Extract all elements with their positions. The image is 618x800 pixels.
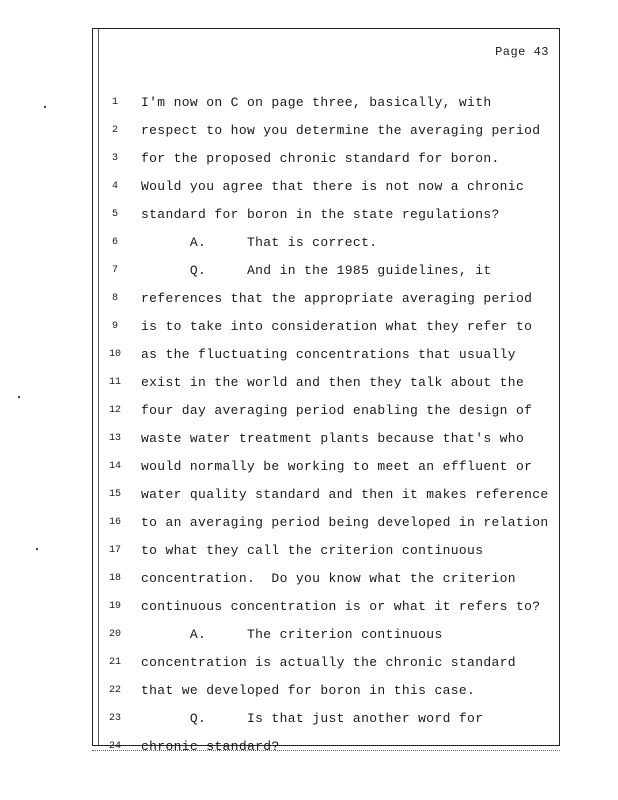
- line-number: 14: [108, 461, 121, 472]
- transcript-line: [93, 677, 559, 705]
- transcript-line: [93, 621, 559, 649]
- line-text: standard for boron in the state regulations?: [141, 207, 500, 222]
- line-number: 6: [111, 237, 118, 248]
- transcript-line: [93, 705, 559, 733]
- line-text: respect to how you determine the averaging period: [141, 123, 541, 138]
- line-number: 17: [108, 545, 121, 556]
- transcript-line: [93, 341, 559, 369]
- transcript-line: [93, 313, 559, 341]
- transcript-line: [93, 397, 559, 425]
- transcript-line: [93, 173, 559, 201]
- line-text: continuous concentration is or what it refers to?: [141, 599, 541, 614]
- transcript-line: [93, 257, 559, 285]
- line-text: to what they call the criterion continuous: [141, 543, 484, 558]
- line-number: 12: [108, 405, 121, 416]
- scan-speck: [44, 106, 46, 108]
- line-number: 9: [111, 321, 118, 332]
- line-text: references that the appropriate averaging period: [141, 291, 533, 306]
- line-number: 24: [108, 741, 121, 752]
- transcript-line: [93, 229, 559, 257]
- transcript-line: [93, 509, 559, 537]
- line-text: four day averaging period enabling the design of: [141, 403, 533, 418]
- transcript-line: [93, 285, 559, 313]
- line-text: concentration is actually the chronic standard: [141, 655, 516, 670]
- transcript-line: [93, 145, 559, 173]
- line-text: is to take into consideration what they refer to: [141, 319, 533, 334]
- transcript-line: [93, 89, 559, 117]
- line-number: 3: [111, 153, 118, 164]
- line-number: 19: [108, 601, 121, 612]
- line-text: to an averaging period being developed in relation: [141, 515, 549, 530]
- transcript-line: [93, 537, 559, 565]
- line-number: 4: [111, 181, 118, 192]
- line-text: would normally be working to meet an effluent or: [141, 459, 533, 474]
- line-number: 20: [108, 629, 121, 640]
- line-number: 22: [108, 685, 121, 696]
- line-number: 11: [108, 377, 121, 388]
- page-number: Page 43: [495, 45, 549, 59]
- line-number: 5: [111, 209, 118, 220]
- scan-speck: [18, 396, 20, 398]
- transcript-line: [93, 593, 559, 621]
- line-number: 10: [108, 349, 121, 360]
- line-text: waste water treatment plants because that's who: [141, 431, 525, 446]
- line-text: water quality standard and then it makes reference: [141, 487, 549, 502]
- transcript-line: [93, 117, 559, 145]
- line-text: as the fluctuating concentrations that usually: [141, 347, 516, 362]
- line-number: 13: [108, 433, 121, 444]
- line-text: exist in the world and then they talk about the: [141, 375, 525, 390]
- transcript-line: [93, 649, 559, 677]
- line-text: concentration. Do you know what the criterion: [141, 571, 516, 586]
- line-text: that we developed for boron in this case.: [141, 683, 476, 698]
- line-number: 23: [108, 713, 121, 724]
- scan-speck: [36, 548, 38, 550]
- transcript-line: [93, 369, 559, 397]
- transcript-line: [93, 201, 559, 229]
- line-text: Q. And in the 1985 guidelines, it: [141, 263, 492, 278]
- line-number: 18: [108, 573, 121, 584]
- line-text: for the proposed chronic standard for boron.: [141, 151, 500, 166]
- transcript-line: [93, 481, 559, 509]
- line-text: A. The criterion continuous: [141, 627, 443, 642]
- transcript-line: [93, 425, 559, 453]
- line-number: 16: [108, 517, 121, 528]
- transcript-line: [93, 565, 559, 593]
- line-text: Would you agree that there is not now a chronic: [141, 179, 525, 194]
- line-text: Q. Is that just another word for: [141, 711, 484, 726]
- transcript-line: [93, 733, 559, 761]
- transcript-line: [93, 453, 559, 481]
- line-number: 2: [111, 125, 118, 136]
- line-text: I'm now on C on page three, basically, with: [141, 95, 492, 110]
- line-number: 1: [111, 97, 118, 108]
- line-text: chronic standard?: [141, 739, 280, 754]
- line-number: 15: [108, 489, 121, 500]
- line-text: A. That is correct.: [141, 235, 378, 250]
- line-number: 8: [111, 293, 118, 304]
- line-number: 7: [111, 265, 118, 276]
- line-number: 21: [108, 657, 121, 668]
- scan-artifact-bottom: [92, 750, 560, 751]
- transcript-page: [92, 28, 560, 754]
